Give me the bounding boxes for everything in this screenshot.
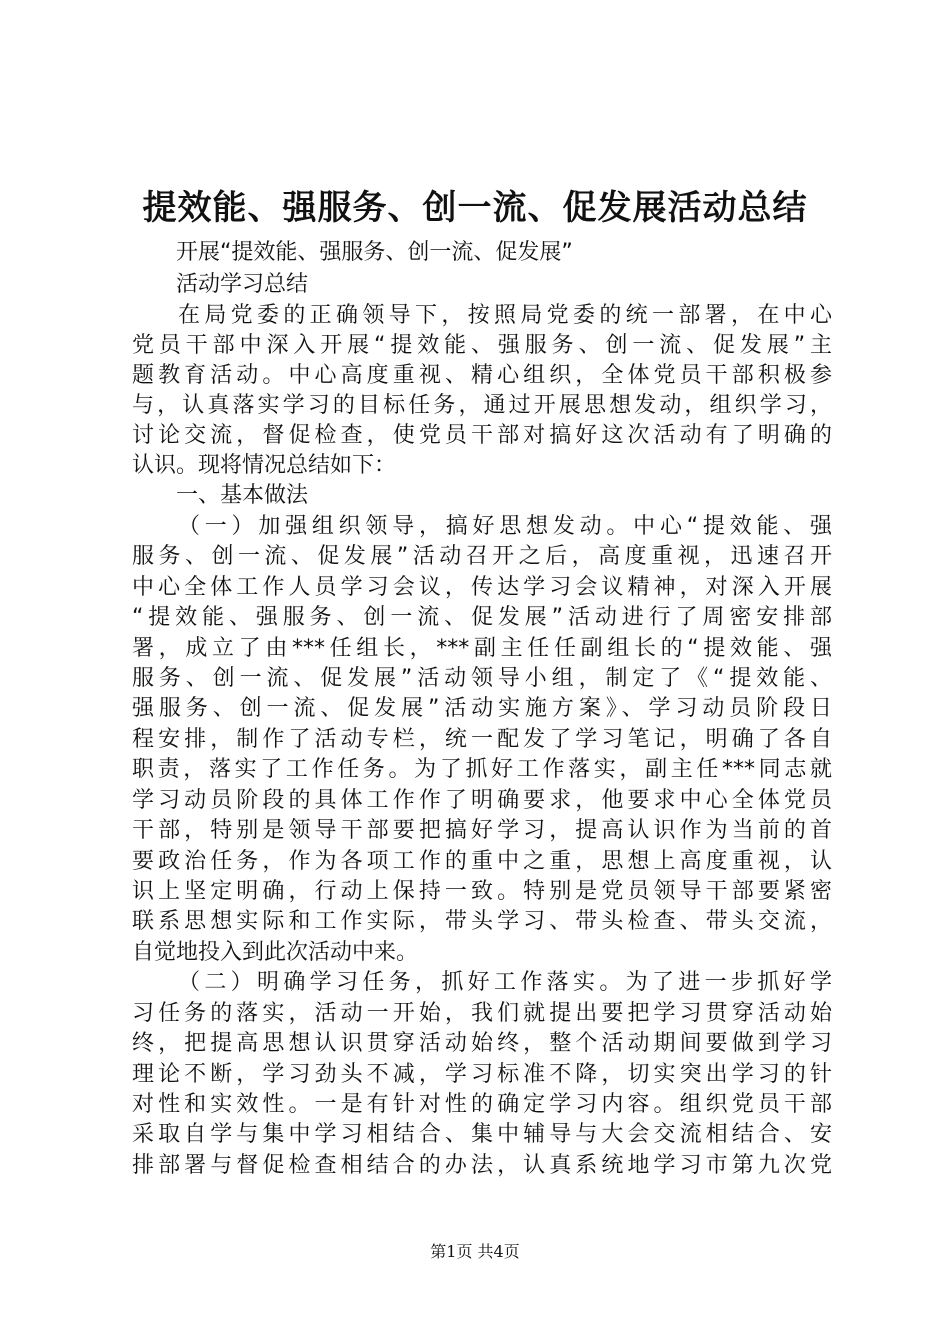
body-line: 要政治任务，作为各项工作的重中之重，思想上高度重视，认 [132, 849, 832, 874]
body-line: “提效能、强服务、创一流、促发展”活动进行了周密安排部 [132, 605, 832, 630]
body-line: 在局党委的正确领导下，按照局党委的统一部署，在中心 [178, 303, 832, 328]
body-line: 排部署与督促检查相结合的办法，认真系统地学习市第九次党 [132, 1153, 832, 1178]
body-line: 终，把提高思想认识贯穿活动始终，整个活动期间要做到学习 [132, 1031, 832, 1056]
subtitle-line-2: 活动学习总结 [176, 272, 309, 297]
body-line: 党员干部中深入开展“提效能、强服务、创一流、促发展”主 [132, 333, 832, 358]
body-line: 对性和实效性。一是有针对性的确定学习内容。组织党员干部 [132, 1092, 832, 1117]
body-line: 职责，落实了工作任务。为了抓好工作落实，副主任***同志就 [132, 757, 832, 782]
body-line: （二）明确学习任务，抓好工作落实。为了进一步抓好学 [178, 970, 832, 995]
subtitle-line-1: 开展“提效能、强服务、创一流、促发展” [176, 240, 573, 265]
body-line: 识上坚定明确，行动上保持一致。特别是党员领导干部要紧密 [132, 879, 832, 904]
body-line: 理论不断，学习劲头不减，学习标准不降，切实突出学习的针 [132, 1062, 832, 1087]
body-line: 与，认真落实学习的目标任务，通过开展思想发动，组织学习， [132, 393, 832, 418]
body-line: 干部，特别是领导干部要把搞好学习，提高认识作为当前的首 [132, 818, 832, 843]
body-line: 中心全体工作人员学习会议，传达学习会议精神，对深入开展 [132, 575, 832, 600]
section-heading: 一、基本做法 [176, 483, 309, 508]
body-line: 强服务、创一流、促发展”活动实施方案》、学习动员阶段日 [132, 696, 832, 721]
body-line: 自觉地投入到此次活动中来。 [132, 940, 419, 965]
body-line: 讨论交流，督促检查，使党员干部对搞好这次活动有了明确的 [132, 423, 832, 448]
body-line: （一）加强组织领导，搞好思想发动。中心“提效能、强 [178, 514, 832, 539]
body-line: 认识。现将情况总结如下： [132, 453, 397, 478]
body-line: 服务、创一流、促发展”活动召开之后，高度重视，迅速召开 [132, 544, 832, 569]
body-line: 习任务的落实，活动一开始，我们就提出要把学习贯穿活动始 [132, 1001, 832, 1026]
body-line: 采取自学与集中学习相结合、集中辅导与大会交流相结合、安 [132, 1122, 832, 1147]
document-title: 提效能、强服务、创一流、促发展活动总结 [142, 188, 808, 228]
body-line: 题教育活动。中心高度重视、精心组织，全体党员干部积极参 [132, 363, 832, 388]
body-line: 学习动员阶段的具体工作作了明确要求，他要求中心全体党员 [132, 788, 832, 813]
body-line: 服务、创一流、促发展”活动领导小组，制定了《“提效能、 [132, 666, 832, 691]
body-line: 联系思想实际和工作实际，带头学习、带头检查、带头交流， [132, 909, 832, 934]
page-number-footer: 第1页 共4页 [430, 1242, 520, 1261]
body-line: 程安排，制作了活动专栏，统一配发了学习笔记，明确了各自 [132, 727, 832, 752]
body-line: 署，成立了由***任组长，***副主任任副组长的“提效能、强 [132, 636, 832, 661]
